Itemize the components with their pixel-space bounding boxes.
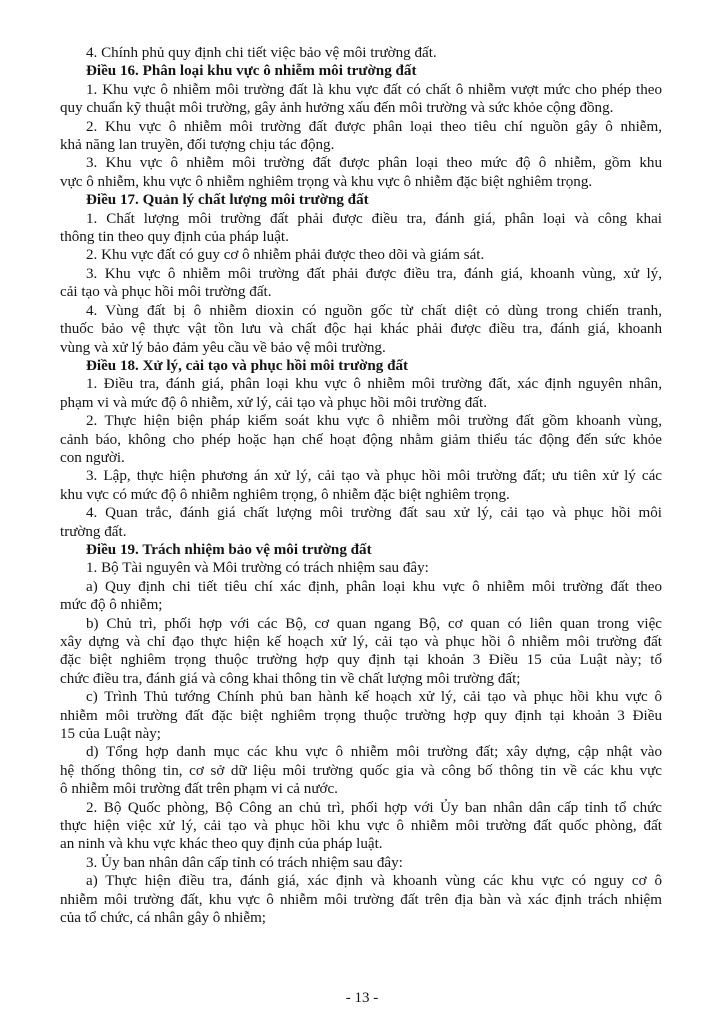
article-heading: Điều 19. Trách nhiệm bảo vệ môi trường đất — [86, 541, 372, 558]
text-line: 2. Thực hiện biện pháp kiểm soát khu vực ô nhiễm môi trường đất gồm khoanh vùng, — [86, 413, 662, 430]
text-line: mức độ ô nhiễm; — [60, 597, 163, 614]
text-line: con người. — [60, 449, 125, 466]
text-line: hệ thống thông tin, cơ sở dữ liệu môi trường quốc gia và công bố thông tin về các khu vực — [60, 762, 662, 779]
text-line: d) Tổng hợp danh mục các khu vực ô nhiễm môi trường đất; xây dựng, cập nhật vào — [86, 744, 662, 761]
text-line: b) Chủ trì, phối hợp với các Bộ, cơ quan ngang Bộ, cơ quan có liên quan trong việc — [86, 615, 662, 632]
text-line: 3. Khu vực ô nhiễm môi trường đất được phân loại theo mức độ ô nhiễm, gồm khu — [86, 155, 662, 172]
text-line: nhiễm môi trường đất, khu vực ô nhiễm môi trường đất trên địa bàn và xác định trách nhiệm — [60, 891, 662, 908]
text-line: nhiễm môi trường đất đặc biệt nghiêm trọng thuộc trường hợp quy định tại khoản 3 Điều — [60, 707, 662, 724]
text-line: 1. Khu vực ô nhiễm môi trường đất là khu vực đất có chất ô nhiễm vượt mức cho phép theo — [86, 81, 662, 98]
text-line: thực hiện việc xử lý, cải tạo và phục hồi khu vực ô nhiễm môi trường đất quốc phòng, đất — [60, 818, 662, 835]
text-line: cải tạo và phục hồi môi trường đất. — [60, 284, 272, 301]
text-line: 2. Khu vực ô nhiễm môi trường đất được phân loại theo tiêu chí nguồn gây ô nhiễm, — [86, 118, 662, 135]
text-line: 3. Lập, thực hiện phương án xử lý, cải tạo và phục hồi môi trường đất; ưu tiên xử lý các — [86, 468, 662, 485]
text-line: chức điều tra, đánh giá và công khai thông tin về chất lượng môi trường đất; — [60, 670, 521, 687]
text-line: khả năng lan truyền, đối tượng chịu tác động. — [60, 137, 335, 154]
text-line: 4. Chính phủ quy định chi tiết việc bảo vệ môi trường đất. — [86, 45, 437, 61]
text-line: ô nhiễm môi trường đất trên phạm vi cả nước. — [60, 781, 338, 798]
text-line: xây dựng và chỉ đạo thực hiện kế hoạch xử lý, cải tạo và phục hồi ô nhiễm môi trường đất — [60, 634, 662, 650]
text-line: 2. Bộ Quốc phòng, Bộ Công an chủ trì, phối hợp với Ủy ban nhân dân cấp tỉnh tổ chức — [86, 799, 662, 816]
text-line: 4. Vùng đất bị ô nhiễm dioxin có nguồn gốc từ chất diệt cỏ dùng trong chiến tranh, — [86, 302, 662, 319]
document-body — [60, 44, 662, 928]
article-heading: Điều 16. Phân loại khu vực ô nhiễm môi trường đất — [86, 63, 417, 80]
text-line: 2. Khu vực đất có guy cơ ô nhiễm phải được theo dõi và giám sát. — [86, 247, 485, 264]
text-line: 3. Khu vực ô nhiễm môi trường đất phải được điều tra, đánh giá, khoanh vùng, xử lý, — [86, 265, 662, 282]
text-line: của tổ chức, cá nhân gây ô nhiễm; — [60, 910, 266, 927]
text-line: thuốc bảo vệ thực vật tồn lưu và chất độc hại khác phải được điều tra, đánh giá, khoanh — [60, 321, 662, 338]
text-line: 1. Điều tra, đánh giá, phân loại khu vực ô nhiễm môi trường đất, xác định nguyên nhân, — [86, 376, 662, 393]
text-line: 15 của Luật này; — [60, 726, 162, 743]
text-line: vực ô nhiễm, khu vực ô nhiễm nghiêm trọng và khu vực ô nhiễm đặc biệt nghiêm trọng. — [60, 173, 593, 190]
text-line: 1. Chất lượng môi trường đất phải được điều tra, đánh giá, phân loại và công khai — [86, 210, 662, 227]
text-line: c) Trình Thủ tướng Chính phủ ban hành kế hoạch xử lý, cải tạo và phục hồi khu vực ô — [86, 689, 662, 706]
article-heading: Điều 17. Quản lý chất lượng môi trường đất — [86, 192, 369, 209]
text-line: thông tin theo quy định của pháp luật. — [60, 229, 289, 246]
text-line: khu vực có mức độ ô nhiễm nghiêm trọng, ô nhiễm đặc biệt nghiêm trọng. — [60, 486, 510, 503]
text-line: a) Thực hiện điều tra, đánh giá, xác định và khoanh vùng các khu vực có nguy cơ ô — [86, 873, 662, 890]
text-line: phạm vi và mức độ ô nhiễm, xử lý, cải tạo và phục hồi môi trường đất. — [60, 394, 487, 411]
text-line: trường đất. — [60, 523, 127, 540]
article-heading: Điều 18. Xử lý, cải tạo và phục hồi môi trường đất — [86, 357, 409, 374]
text-line: quy chuẩn kỹ thuật môi trường, gây ảnh hưởng xấu đến môi trường và sức khỏe cộng đồng. — [60, 100, 614, 117]
text-line: cảnh báo, không cho phép hoặc hạn chế hoạt động nhằm giảm thiểu tác động đến sức khỏe — [60, 431, 662, 448]
text-line: 4. Quan trắc, đánh giá chất lượng môi trường đất sau xử lý, cải tạo và phục hồi môi — [86, 505, 662, 522]
text-line: đặc biệt nghiêm trọng thuộc trường hợp quy định tại khoản 3 Điều 15 của Luật này; tổ — [60, 652, 662, 669]
text-line: vùng và xử lý bảo đảm yêu cầu về bảo vệ môi trường. — [60, 339, 386, 356]
text-line: an ninh và khu vực khác theo quy định của pháp luật. — [60, 836, 383, 853]
page-number: - 13 - — [345, 990, 379, 1006]
text-line: 3. Ủy ban nhân dân cấp tỉnh có trách nhiệm sau đây: — [86, 854, 403, 871]
text-line: a) Quy định chi tiết tiêu chí xác định, phân loại khu vực ô nhiễm môi trường đất theo — [86, 578, 662, 595]
text-line: 1. Bộ Tài nguyên và Môi trường có trách nhiệm sau đây: — [86, 560, 429, 577]
